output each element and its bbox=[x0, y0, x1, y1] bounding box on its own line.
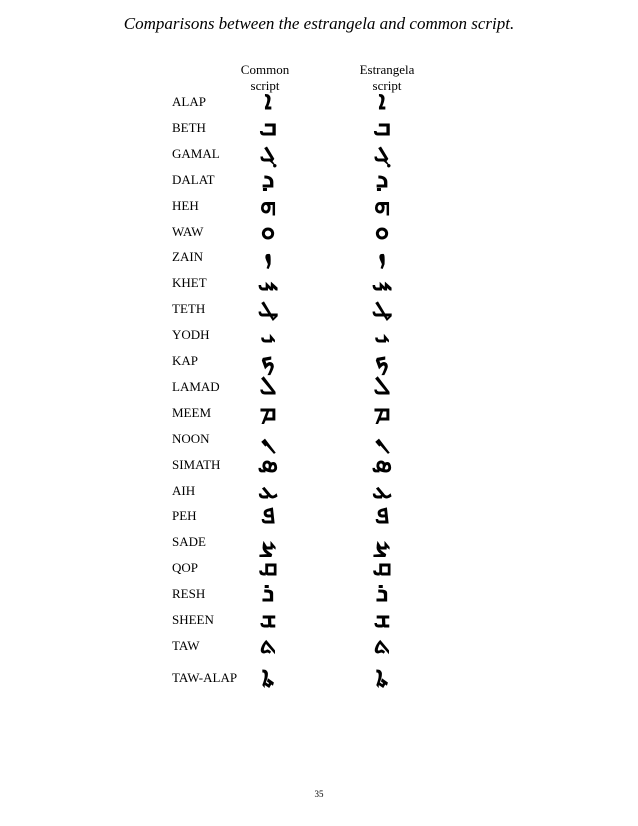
common-script-glyph: ܓ bbox=[259, 137, 277, 168]
letter-name: LAMAD bbox=[172, 378, 220, 394]
letter-row bbox=[0, 319, 638, 350]
letter-name: MEEM bbox=[172, 404, 211, 420]
letter-row bbox=[0, 163, 638, 194]
letter-row bbox=[0, 189, 638, 220]
letter-name: ALAP bbox=[172, 94, 206, 109]
estrangela-script-glyph: ܙ bbox=[378, 241, 386, 272]
letter-row bbox=[0, 396, 638, 427]
common-script-glyph: ܙ bbox=[264, 241, 272, 272]
estrangela-script-glyph: ܐ bbox=[378, 86, 386, 116]
estrangela-script-glyph: ܡ bbox=[373, 396, 391, 427]
letter-name: ZAIN bbox=[172, 249, 204, 265]
common-script-glyph: ܬ bbox=[259, 629, 277, 660]
letter-row bbox=[0, 552, 638, 583]
common-script-glyph: ܠ bbox=[259, 370, 277, 401]
estrangela-script-glyph: ܥ bbox=[371, 474, 393, 505]
letter-name: NOON bbox=[172, 430, 210, 446]
letter-name: AIH bbox=[172, 482, 196, 498]
common-script-glyph: ܟ bbox=[261, 345, 275, 375]
common-script-glyph: ܒ bbox=[259, 111, 277, 142]
letter-row bbox=[0, 241, 638, 272]
letter-name: WAW bbox=[172, 223, 204, 239]
estrangela-script-glyph: ܪ bbox=[375, 578, 389, 609]
common-script-header: Common script bbox=[240, 62, 290, 93]
letter-name: KHET bbox=[172, 275, 207, 291]
common-script-glyph: ܩ bbox=[258, 552, 278, 583]
estrangela-script-glyph: ܣ bbox=[371, 448, 393, 479]
letter-name: TAW-ALAP bbox=[172, 669, 238, 685]
letter-name: BETH bbox=[172, 119, 206, 135]
letter-row bbox=[0, 267, 638, 298]
letter-row bbox=[0, 293, 638, 324]
estrangela-script-glyph: ܩ bbox=[372, 552, 392, 583]
common-script-glyph: ܢ bbox=[260, 422, 276, 453]
letter-name: TETH bbox=[172, 301, 206, 317]
estrangela-script-glyph: ܛ bbox=[371, 293, 393, 324]
estrangela-script-glyph: ܬܐ bbox=[375, 661, 389, 692]
letter-row bbox=[0, 661, 638, 692]
common-script-glyph: ܗ bbox=[259, 189, 277, 220]
letter-name: GAMAL bbox=[172, 145, 220, 161]
common-script-glyph: ܡ bbox=[259, 396, 277, 427]
letter-row bbox=[0, 629, 638, 660]
letter-name: SIMATH bbox=[172, 456, 221, 472]
letter-row bbox=[0, 500, 638, 531]
common-script-glyph: ܣ bbox=[257, 448, 279, 479]
letter-name: PEH bbox=[172, 508, 197, 524]
letter-row bbox=[0, 604, 638, 634]
letter-name: QOP bbox=[172, 560, 199, 576]
letter-name: SHEEN bbox=[172, 612, 214, 627]
letter-row bbox=[0, 215, 638, 246]
estrangela-script-glyph: ܢ bbox=[374, 422, 390, 453]
estrangela-script-glyph: ܠ bbox=[373, 370, 391, 401]
common-script-glyph: ܦ bbox=[260, 500, 276, 531]
common-script-glyph: ܝ bbox=[260, 319, 276, 350]
letter-row bbox=[0, 474, 638, 505]
estrangela-script-glyph: ܫ bbox=[373, 604, 391, 634]
letter-row bbox=[0, 370, 638, 401]
common-script-glyph: ܨ bbox=[259, 526, 277, 557]
common-script-glyph: ܪ bbox=[261, 578, 275, 609]
estrangela-script-header: Estrangela script bbox=[359, 62, 415, 93]
letter-name: SADE bbox=[172, 534, 206, 550]
estrangela-script-glyph: ܚ bbox=[371, 267, 393, 298]
letter-row bbox=[0, 345, 638, 375]
letter-name: YODH bbox=[172, 327, 210, 343]
estrangela-script-glyph: ܗ bbox=[373, 189, 391, 220]
page-title: Comparisons between the estrangela and common script. bbox=[123, 14, 515, 33]
letter-name: KAP bbox=[172, 353, 199, 368]
common-script-glyph: ܛ bbox=[257, 293, 279, 324]
page-number: 35 bbox=[314, 789, 324, 799]
letter-row bbox=[0, 526, 638, 557]
letter-name: RESH bbox=[172, 586, 206, 602]
common-script-glyph: ܬܐ bbox=[261, 661, 275, 692]
estrangela-script-glyph: ܬ bbox=[373, 629, 391, 660]
common-script-glyph: ܘ bbox=[260, 215, 276, 246]
estrangela-script-glyph: ܕ bbox=[375, 163, 389, 194]
estrangela-script-glyph: ܒ bbox=[373, 111, 391, 142]
estrangela-script-glyph: ܘ bbox=[374, 215, 390, 246]
common-script-glyph: ܚ bbox=[257, 267, 279, 298]
letter-name: TAW bbox=[172, 637, 200, 653]
letter-row bbox=[0, 578, 638, 609]
common-script-glyph: ܐ bbox=[264, 86, 272, 116]
letter-row bbox=[0, 448, 638, 479]
letter-row bbox=[0, 137, 638, 168]
estrangela-script-glyph: ܓ bbox=[373, 137, 391, 168]
common-script-glyph: ܫ bbox=[259, 604, 277, 634]
letter-row bbox=[0, 86, 638, 116]
estrangela-script-glyph: ܦ bbox=[374, 500, 390, 531]
common-script-glyph: ܥ bbox=[257, 474, 279, 505]
letter-name: DALAT bbox=[172, 171, 215, 187]
common-script-glyph: ܕ bbox=[261, 163, 275, 194]
estrangela-script-glyph: ܟ bbox=[375, 345, 389, 375]
letter-row bbox=[0, 422, 638, 453]
estrangela-script-glyph: ܨ bbox=[373, 526, 391, 557]
letter-name: HEH bbox=[172, 197, 199, 213]
letter-row bbox=[0, 111, 638, 142]
estrangela-script-glyph: ܝ bbox=[374, 319, 390, 350]
